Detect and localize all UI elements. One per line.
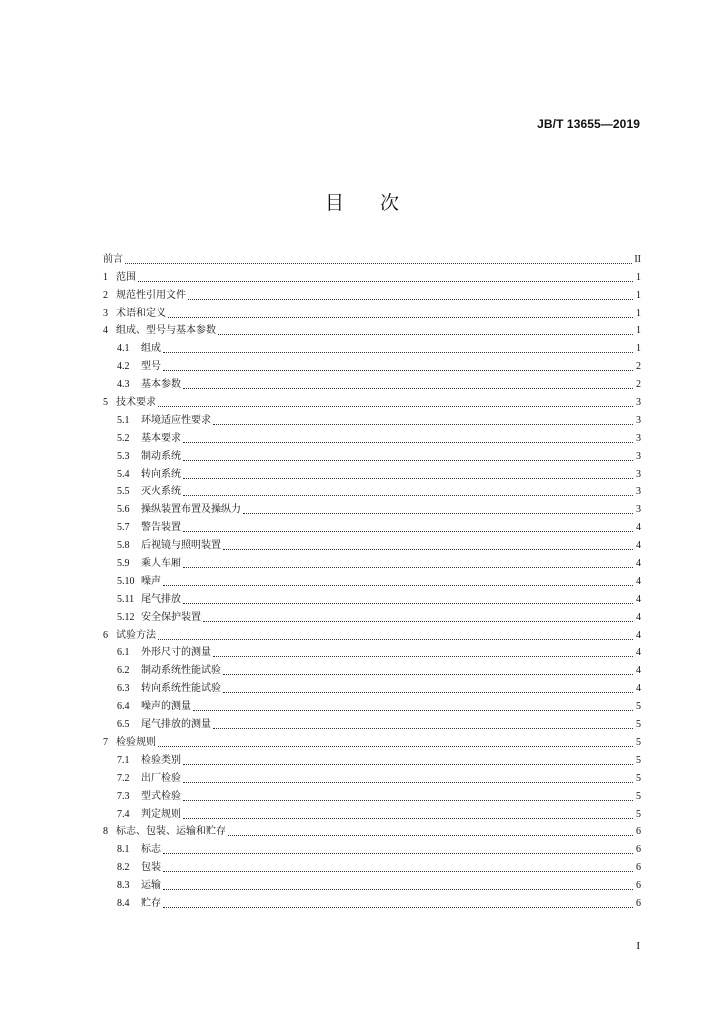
toc-entry-title: 组成 <box>141 343 161 355</box>
toc-entry[interactable] <box>103 570 641 588</box>
toc-entry-title: 安全保护装置 <box>141 611 201 623</box>
toc-entry-page: 6 <box>636 862 641 874</box>
toc-entry-label <box>103 504 241 516</box>
toc-entry-label <box>103 898 161 910</box>
toc-entry-page: 3 <box>636 432 641 444</box>
toc-entry-number: 8 <box>103 826 108 838</box>
dot-leader <box>218 333 633 335</box>
dot-leader <box>183 602 633 604</box>
toc-entry-label <box>103 665 221 677</box>
toc-entry-number: 5.3 <box>117 450 130 462</box>
toc-entry[interactable] <box>103 409 641 427</box>
toc-entry-label <box>103 862 161 874</box>
dot-leader <box>243 512 633 514</box>
dot-leader <box>188 298 633 300</box>
toc-entry-number: 5.4 <box>117 468 130 480</box>
toc-entry-number: 8.2 <box>117 862 130 874</box>
toc-entry-page: 4 <box>636 558 641 570</box>
toc-entry-label <box>103 809 181 821</box>
toc-entry-label <box>103 254 123 266</box>
toc-entry-title: 判定规则 <box>141 808 181 820</box>
toc-entry-label <box>103 683 221 695</box>
toc-entry[interactable] <box>103 606 641 624</box>
dot-leader <box>213 423 633 425</box>
table-of-contents <box>103 248 641 910</box>
toc-entry-title: 基本参数 <box>141 379 181 391</box>
toc-entry-page: 4 <box>636 540 641 552</box>
toc-entry-title: 标志、包装、运输和贮存 <box>116 826 226 838</box>
toc-entry-page: 2 <box>636 379 641 391</box>
toc-entry-title: 检验类别 <box>141 754 181 766</box>
toc-entry-number: 6.5 <box>117 719 130 731</box>
dot-leader <box>223 548 633 550</box>
toc-entry[interactable] <box>103 427 641 445</box>
toc-entry-title: 试验方法 <box>116 629 156 641</box>
toc-entry[interactable] <box>103 838 641 856</box>
toc-entry-page: 5 <box>636 790 641 802</box>
dot-leader <box>138 280 633 282</box>
toc-entry-page: 4 <box>636 593 641 605</box>
toc-entry-page: 4 <box>636 522 641 534</box>
toc-entry-label <box>103 844 161 856</box>
toc-entry-label <box>103 486 181 498</box>
toc-entry-number: 6 <box>103 629 108 641</box>
page-number: I <box>636 940 640 952</box>
toc-entry-title: 前言 <box>103 253 123 265</box>
toc-entry-title: 转向系统 <box>141 468 181 480</box>
toc-entry-page: 4 <box>636 611 641 623</box>
toc-entry-label <box>103 415 211 427</box>
toc-entry-number: 2 <box>103 289 108 301</box>
toc-entry-number: 6.1 <box>117 647 130 659</box>
toc-entry-number: 5.1 <box>117 414 130 426</box>
toc-entry-label <box>103 290 186 302</box>
toc-entry[interactable] <box>103 642 641 660</box>
toc-entry[interactable] <box>103 391 641 409</box>
dot-leader <box>203 620 633 622</box>
toc-entry[interactable] <box>103 445 641 463</box>
toc-entry-title: 出厂检验 <box>141 772 181 784</box>
toc-entry-label <box>103 719 211 731</box>
toc-entry-number: 3 <box>103 307 108 319</box>
toc-entry-title: 灭火系统 <box>141 486 181 498</box>
dot-leader <box>163 852 633 854</box>
toc-entry-page: 4 <box>636 629 641 641</box>
toc-entry-number: 5.5 <box>117 486 130 498</box>
toc-entry-number: 7.2 <box>117 772 130 784</box>
page-title <box>0 188 724 215</box>
toc-entry[interactable] <box>103 284 641 302</box>
dot-leader <box>168 316 633 318</box>
toc-entry-title: 组成、型号与基本参数 <box>116 325 216 337</box>
toc-entry[interactable] <box>103 248 641 266</box>
dot-leader <box>163 584 633 586</box>
toc-entry[interactable] <box>103 552 641 570</box>
toc-entry[interactable] <box>103 767 641 785</box>
toc-entry[interactable] <box>103 302 641 320</box>
dot-leader <box>163 888 633 890</box>
toc-entry-page: 3 <box>636 468 641 480</box>
toc-entry[interactable] <box>103 821 641 839</box>
toc-entry-page: 5 <box>636 719 641 731</box>
toc-entry-page: 1 <box>636 271 641 283</box>
toc-entry[interactable] <box>103 355 641 373</box>
toc-entry-label <box>103 647 211 659</box>
toc-entry[interactable] <box>103 803 641 821</box>
dot-leader <box>183 763 633 765</box>
toc-entry-title: 规范性引用文件 <box>116 289 186 301</box>
toc-entry-page: 4 <box>636 647 641 659</box>
toc-entry-number: 7.1 <box>117 754 130 766</box>
toc-entry-label <box>103 826 226 838</box>
toc-entry-title: 范围 <box>116 271 136 283</box>
toc-entry[interactable] <box>103 516 641 534</box>
toc-entry-page: 5 <box>636 772 641 784</box>
toc-entry-label <box>103 612 201 624</box>
toc-entry[interactable] <box>103 534 641 552</box>
toc-entry-number: 8.3 <box>117 880 130 892</box>
dot-leader <box>183 530 633 532</box>
toc-entry-title: 运输 <box>141 880 161 892</box>
toc-entry-title: 后视镜与照明装置 <box>141 540 221 552</box>
dot-leader <box>213 655 633 657</box>
toc-entry-title: 型式检验 <box>141 790 181 802</box>
toc-entry[interactable] <box>103 731 641 749</box>
dot-leader <box>163 870 633 872</box>
toc-entry-number: 5.8 <box>117 540 130 552</box>
toc-entry[interactable] <box>103 498 641 516</box>
toc-entry[interactable] <box>103 337 641 355</box>
toc-entry-label <box>103 880 161 892</box>
toc-entry-label <box>103 791 181 803</box>
dot-leader <box>163 906 633 908</box>
toc-entry-label <box>103 558 181 570</box>
toc-entry[interactable] <box>103 856 641 874</box>
toc-entry-number: 1 <box>103 271 108 283</box>
toc-entry[interactable] <box>103 713 641 731</box>
toc-entry[interactable] <box>103 749 641 767</box>
toc-entry-title: 噪声的测量 <box>141 701 191 713</box>
toc-entry-title: 检验规则 <box>116 736 156 748</box>
toc-entry-label <box>103 576 161 588</box>
toc-entry-title: 尾气排放 <box>141 593 181 605</box>
toc-entry-page: 3 <box>636 414 641 426</box>
toc-entry-number: 4.1 <box>117 343 130 355</box>
toc-entry-number: 6.4 <box>117 701 130 713</box>
toc-entry-page: 5 <box>636 701 641 713</box>
toc-entry-title: 警告装置 <box>141 522 181 534</box>
toc-entry[interactable] <box>103 320 641 338</box>
toc-entry-label <box>103 755 181 767</box>
toc-entry-label <box>103 522 181 534</box>
toc-entry-number: 8.1 <box>117 844 130 856</box>
toc-entry-number: 5.9 <box>117 558 130 570</box>
toc-entry-number: 6.2 <box>117 665 130 677</box>
toc-entry-title: 基本要求 <box>141 432 181 444</box>
toc-entry-label <box>103 540 221 552</box>
toc-entry-title: 环境适应性要求 <box>141 414 211 426</box>
toc-entry-page: 5 <box>636 808 641 820</box>
toc-entry-page: 4 <box>636 683 641 695</box>
toc-entry-label <box>103 361 161 373</box>
toc-entry-title: 转向系统性能试验 <box>141 683 221 695</box>
toc-entry-page: II <box>634 253 641 265</box>
toc-entry-label <box>103 308 166 320</box>
toc-entry-label <box>103 379 181 391</box>
toc-entry-page: 1 <box>636 307 641 319</box>
toc-entry-page: 6 <box>636 897 641 909</box>
toc-entry-page: 1 <box>636 325 641 337</box>
toc-entry-number: 4.3 <box>117 379 130 391</box>
toc-entry-number: 7.4 <box>117 808 130 820</box>
dot-leader <box>158 638 633 640</box>
toc-entry-title: 乘人车厢 <box>141 558 181 570</box>
toc-entry[interactable] <box>103 874 641 892</box>
toc-entry-label <box>103 433 181 445</box>
toc-entry-title: 操纵装置布置及操纵力 <box>141 504 241 516</box>
toc-entry-page: 6 <box>636 880 641 892</box>
dot-leader <box>183 494 633 496</box>
toc-entry-page: 6 <box>636 844 641 856</box>
title-char-1: 目 <box>324 192 344 214</box>
dot-leader <box>163 351 633 353</box>
toc-entry-number: 5.7 <box>117 522 130 534</box>
dot-leader <box>183 781 633 783</box>
toc-entry-number: 5.6 <box>117 504 130 516</box>
toc-entry-title: 尾气排放的测量 <box>141 719 211 731</box>
toc-entry-page: 6 <box>636 826 641 838</box>
toc-entry-page: 1 <box>636 289 641 301</box>
toc-entry[interactable] <box>103 659 641 677</box>
toc-entry-page: 5 <box>636 736 641 748</box>
toc-entry-number: 4.2 <box>117 361 130 373</box>
dot-leader <box>183 817 633 819</box>
title-char-2: 次 <box>380 192 400 214</box>
toc-entry-label <box>103 737 156 749</box>
toc-entry-number: 6.3 <box>117 683 130 695</box>
dot-leader <box>193 709 633 711</box>
toc-entry-number: 5.11 <box>117 593 135 605</box>
toc-entry-title: 标志 <box>141 844 161 856</box>
toc-entry[interactable] <box>103 373 641 391</box>
dot-leader <box>183 799 633 801</box>
toc-entry-number: 5.10 <box>117 575 135 587</box>
dot-leader <box>183 566 633 568</box>
toc-entry-page: 2 <box>636 361 641 373</box>
toc-entry-page: 3 <box>636 486 641 498</box>
toc-entry[interactable] <box>103 892 641 910</box>
toc-entry-number: 7.3 <box>117 790 130 802</box>
dot-leader <box>158 405 633 407</box>
toc-entry-label <box>103 325 216 337</box>
standard-code: JB/T 13655—2019 <box>537 117 640 131</box>
toc-entry-title: 噪声 <box>141 575 161 587</box>
dot-leader <box>183 459 633 461</box>
dot-leader <box>125 262 632 264</box>
toc-entry-number: 8.4 <box>117 897 130 909</box>
toc-entry-title: 外形尺寸的测量 <box>141 647 211 659</box>
toc-entry[interactable] <box>103 624 641 642</box>
toc-entry-label <box>103 594 181 606</box>
toc-entry-title: 术语和定义 <box>116 307 166 319</box>
toc-entry-title: 技术要求 <box>116 397 156 409</box>
toc-entry-title: 包装 <box>141 862 161 874</box>
dot-leader <box>213 727 633 729</box>
dot-leader <box>223 691 633 693</box>
toc-entry-title: 贮存 <box>141 897 161 909</box>
toc-entry-page: 4 <box>636 575 641 587</box>
dot-leader <box>158 745 633 747</box>
toc-entry-label <box>103 630 156 642</box>
toc-entry-title: 制动系统性能试验 <box>141 665 221 677</box>
toc-entry[interactable] <box>103 785 641 803</box>
toc-entry-number: 7 <box>103 736 108 748</box>
dot-leader <box>183 441 633 443</box>
toc-entry-label <box>103 451 181 463</box>
toc-entry-page: 4 <box>636 665 641 677</box>
toc-entry-number: 5.12 <box>117 611 135 623</box>
dot-leader <box>228 834 633 836</box>
toc-entry-page: 1 <box>636 343 641 355</box>
dot-leader <box>223 673 633 675</box>
toc-entry-title: 制动系统 <box>141 450 181 462</box>
toc-entry[interactable] <box>103 588 641 606</box>
toc-entry-title: 型号 <box>141 361 161 373</box>
toc-entry-page: 3 <box>636 450 641 462</box>
dot-leader <box>183 387 633 389</box>
toc-entry[interactable] <box>103 695 641 713</box>
toc-entry[interactable] <box>103 677 641 695</box>
toc-entry-label <box>103 272 136 284</box>
toc-entry-label <box>103 397 156 409</box>
toc-entry[interactable] <box>103 463 641 481</box>
toc-entry-page: 3 <box>636 504 641 516</box>
toc-entry-label <box>103 773 181 785</box>
toc-entry-label <box>103 701 191 713</box>
toc-entry[interactable] <box>103 266 641 284</box>
toc-entry-number: 5 <box>103 397 108 409</box>
toc-entry-number: 5.2 <box>117 432 130 444</box>
toc-entry-page: 5 <box>636 754 641 766</box>
dot-leader <box>183 477 633 479</box>
dot-leader <box>163 369 633 371</box>
toc-entry-page: 3 <box>636 397 641 409</box>
toc-entry[interactable] <box>103 481 641 499</box>
toc-entry-label <box>103 469 181 481</box>
toc-entry-label <box>103 343 161 355</box>
toc-entry-number: 4 <box>103 325 108 337</box>
